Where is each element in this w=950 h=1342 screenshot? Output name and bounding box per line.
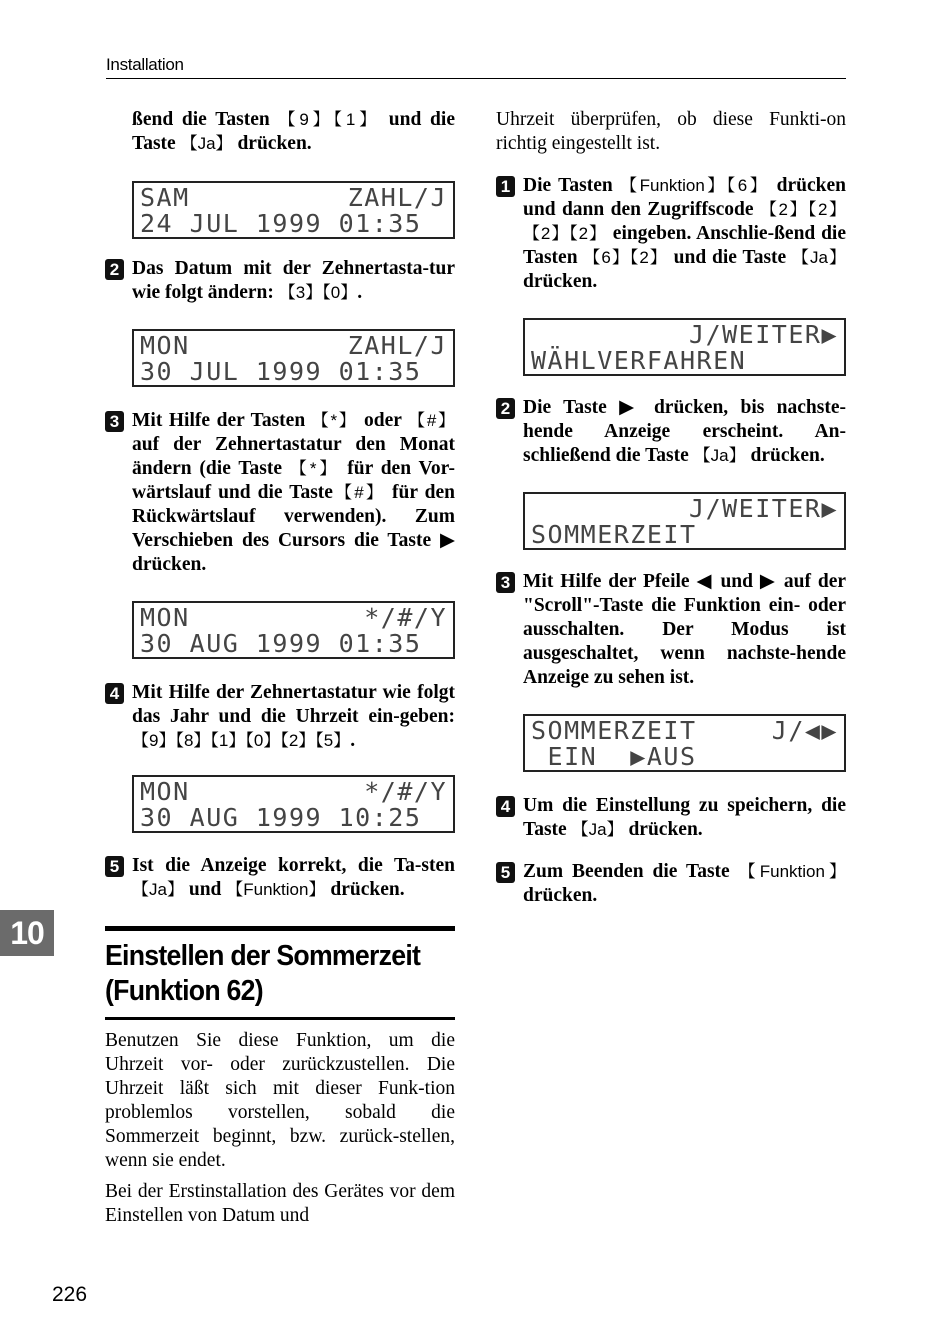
step-number-badge: 3 <box>105 411 124 432</box>
right-arrow-icon: ▶ <box>440 530 455 551</box>
step-number-badge: 4 <box>105 683 124 704</box>
key-label: 【Ja】 <box>132 880 184 899</box>
running-header: Installation <box>106 55 184 74</box>
lcd-display: MON */#/Y 30 AUG 1999 01:35 <box>132 601 455 659</box>
lcd-display: MON */#/Y 30 AUG 1999 10:25 <box>132 775 455 833</box>
step-4: 4 Um die Einstellung zu speichern, die Taste 【Ja】 drücken. <box>496 794 846 842</box>
step-number-badge: 2 <box>105 259 124 280</box>
step-4: 4 Mit Hilfe der Zehnertastatur wie folgt das Jahr und die Uhrzeit ein-geben: 【9】【8】【1】【0】【2】【5】. <box>105 681 455 753</box>
step-2: 2 Die Taste ▶ drücken, bis nachste-hende Anzeige erscheint. An-schließend die Taste 【Ja】 drücken. <box>496 396 846 468</box>
right-arrow-icon: ▶ <box>619 397 642 418</box>
lcd-display: J/WEITER▶ SOMMERZEIT <box>523 492 846 550</box>
step-number-badge: 1 <box>496 176 515 197</box>
step-number-badge: 4 <box>496 796 515 817</box>
key-label: 【9】 <box>278 110 334 129</box>
key-label: 【Ja】 <box>571 820 624 839</box>
key-label: 【Ja】 <box>792 248 846 267</box>
key-label: 【1】 <box>333 110 381 129</box>
left-arrow-icon: ◀ <box>696 571 714 592</box>
step-3: 3 Mit Hilfe der Tasten 【*】 oder 【#】 auf der Zehnertastatur den Monat ändern (die Taste 【*】 für den Vor-wärtslauf und die Taste【#】 für den Rückwärtslauf verwenden). Zum Verschieben des Cursors die Taste ▶ drücken. <box>105 409 455 577</box>
step-3: 3 Mit Hilfe der Pfeile ◀ und ▶ auf der "Scroll"-Taste die Funktion ein- oder ausschalten. Der Modus ist ausgeschaltet, wenn nachste-hende Anzeige zu sehen ist. <box>496 570 846 690</box>
key-label: 【9】【8】【1】【0】【2】【5】 <box>132 731 351 750</box>
key-label: 【0】 <box>322 283 358 302</box>
lcd-display: SAM ZAHL/J 24 JUL 1999 01:35 <box>132 181 455 239</box>
left-column <box>105 108 455 1228</box>
key-label: 【#】 <box>332 483 385 502</box>
lcd-display: MON ZAHL/J 30 JUL 1999 01:35 <box>132 329 455 387</box>
lcd-display: SOMMERZEIT J/◀▶ EIN ▶AUS <box>523 714 846 772</box>
key-label: 【Ja】 <box>693 446 746 465</box>
step-number-badge: 5 <box>105 856 124 877</box>
right-column <box>496 108 846 908</box>
step-continuation: ßend die Tasten 【9】【1】 und die Taste 【Ja】 drücken. <box>132 109 455 154</box>
key-label: 【Funktion】 <box>738 862 846 881</box>
header-rule <box>106 78 846 79</box>
key-label: 【*】 <box>311 411 358 430</box>
step-1: 1 Die Tasten 【Funktion】【6】 drücken und dann den Zugriffscode 【2】【2】【2】【2】 eingeben. Anschlie-ßend die Tasten 【6】【2】 und die Taste 【Ja】 drücken. <box>496 174 846 294</box>
key-label: 【*】 <box>289 459 340 478</box>
step-5: 5 Zum Beenden die Taste 【Funktion】 drücken. <box>496 860 846 908</box>
key-label: 【Funktion】 <box>226 880 326 899</box>
key-label: 【Funktion】【6】 <box>620 176 770 195</box>
key-label: 【3】 <box>278 283 323 302</box>
step-5: 5 Ist die Anzeige korrekt, die Ta-sten 【Ja】 und 【Funktion】 drücken. <box>105 854 455 902</box>
body-paragraph: Bei der Erstinstallation des Gerätes vor dem Einstellen von Datum und <box>105 1181 455 1226</box>
right-arrow-icon: ▶ <box>759 571 777 592</box>
section-rule <box>105 926 455 931</box>
section-rule <box>105 1017 455 1020</box>
step-number-badge: 3 <box>496 572 515 593</box>
step-2: 2 Das Datum mit der Zehnertasta-tur wie folgt ändern: 【3】【0】. <box>105 257 455 305</box>
page-number: 226 <box>52 1283 88 1306</box>
step-number-badge: 2 <box>496 398 515 419</box>
section-title: Einstellen der Sommerzeit (Funktion 62) <box>105 940 421 1007</box>
chapter-tab: 10 <box>0 910 54 956</box>
key-label: 【2】【2】【2】【2】 <box>523 200 846 243</box>
lcd-display: J/WEITER▶ WÄHLVERFAHREN <box>523 318 846 376</box>
body-paragraph: Uhrzeit überprüfen, ob diese Funkti-on richtig eingestellt ist. <box>496 109 846 154</box>
key-label: 【Ja】 <box>180 134 233 153</box>
step-number-badge: 5 <box>496 862 515 883</box>
key-label: 【#】 <box>408 411 455 430</box>
body-paragraph: Benutzen Sie diese Funktion, um die Uhrzeit vor- oder zurückzustellen. Die Uhrzeit läßt sich mit dieser Funk-tion problemlos vorstellen, sobald die Sommerzeit beginnt, bzw. zurück-stellen, wenn sie endet. <box>105 1030 455 1171</box>
key-label: 【6】【2】 <box>583 248 668 267</box>
